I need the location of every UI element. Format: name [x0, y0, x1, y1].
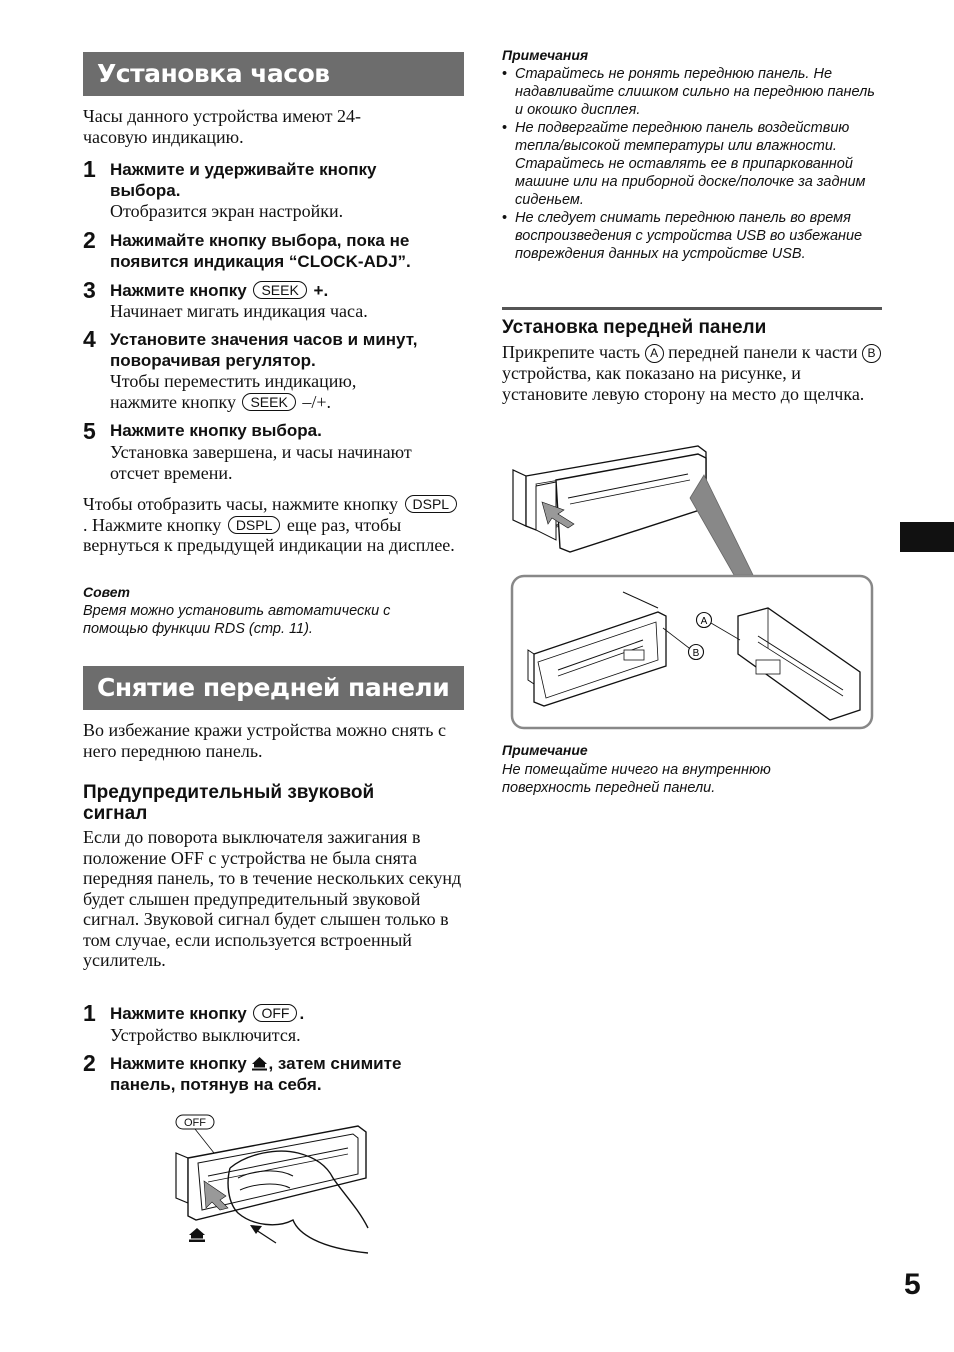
- step-heading: Нажимайте кнопку выбора, пока не появится индикация “CLOCK-ADJ”.: [110, 231, 411, 271]
- step-body-line: Чтобы переместить индикацию,: [110, 371, 357, 391]
- display-text: . Нажмите кнопку: [83, 514, 222, 535]
- display-paragraph: [83, 494, 463, 556]
- step-heading: [110, 281, 328, 302]
- display-text: еще раз, чтобы вернуться к предыдущей индикации на дисплее.: [83, 514, 455, 555]
- off-label: OFF: [184, 1117, 206, 1129]
- dspl-key: DSPL: [405, 495, 458, 513]
- attach-note-heading: Примечание: [502, 742, 588, 758]
- step-number: 1: [83, 156, 96, 182]
- tip-heading: Совет: [83, 584, 131, 600]
- step-number: 3: [83, 277, 96, 303]
- step-heading: Нажмите кнопку выбора.: [110, 421, 322, 440]
- step-number: 2: [83, 1050, 96, 1076]
- seek-key: SEEK: [253, 281, 306, 299]
- release-button-icon: [251, 1056, 268, 1071]
- step-heading: [110, 1004, 304, 1025]
- label-a: A: [645, 344, 664, 363]
- step-heading-suffix: +.: [313, 281, 329, 300]
- clock-intro: Часы данного устройства имеют 24-часовую индикацию.: [83, 106, 362, 147]
- warning-body: Если до поворота выключателя зажигания в положение OFF с устройства не была снята передняя панель, то в течение нескольких секунд будет слышен предупредительный звуковой сигнал. Звуковой сигнал будет слышен только в том случае, если используется встроенный усилитель.: [83, 827, 462, 970]
- step-heading-text: Нажмите кнопку: [110, 1054, 247, 1073]
- section-divider: [502, 307, 882, 310]
- note-item: • Не следует снимать переднюю панель во время воспроизведения с устройства USB во избежание повреждения данных на устройстве USB.: [502, 209, 884, 263]
- step-heading-text: Нажмите кнопку: [110, 1004, 247, 1023]
- note-item: • Старайтесь не ронять переднюю панель. Не надавливайте слишком сильно на переднюю панель и окошко дисплея.: [502, 65, 884, 119]
- notes-heading: Примечания: [502, 47, 589, 63]
- attach-text: устройства, как показано на рисунке, и установите левую сторону на место до щелчка.: [502, 363, 865, 404]
- panel-removal-illustration: [168, 1108, 378, 1258]
- step-body: Установка завершена, и часы начинают отсчет времени.: [110, 442, 412, 483]
- step-heading-suffix: .: [299, 1004, 305, 1023]
- off-key: OFF: [253, 1004, 297, 1022]
- attach-note-body: Не помещайте ничего на внутреннюю поверхность передней панели.: [502, 762, 771, 796]
- step-heading: Нажмите и удерживайте кнопку выбора.: [110, 160, 377, 200]
- step-body-line: [110, 392, 356, 413]
- note-item: • Не подвергайте переднюю панель воздействию тепла/высокой температуры или влажности. Старайтесь не оставлять ее в припаркованной машине или на приборной доске/полочке за задним сиденьем.: [502, 119, 884, 209]
- step-heading-text: Нажмите кнопку: [110, 281, 247, 300]
- step-body: [110, 371, 356, 412]
- illus-label-b: B: [692, 648, 700, 659]
- step-number: 5: [83, 418, 96, 444]
- page-number: 5: [904, 1268, 921, 1301]
- remove-intro: Во избежание кражи устройства можно снять с него переднюю панель.: [83, 720, 446, 761]
- label-b: B: [862, 344, 881, 363]
- step-body: Отобразится экран настройки.: [110, 201, 344, 221]
- section-title-clock: Установка часов: [83, 52, 464, 96]
- step-heading-suffix: , затем снимите панель, потянув на себя.: [110, 1054, 402, 1094]
- warning-heading: Предупредительный звуковой сигнал: [83, 782, 375, 824]
- section-title-remove: Снятие передней панели: [83, 666, 464, 710]
- notes-list: [502, 65, 884, 263]
- dspl-key: DSPL: [228, 516, 281, 534]
- seek-key: SEEK: [242, 393, 295, 411]
- step-body-suffix: –/+.: [302, 391, 331, 412]
- step-number: 2: [83, 227, 96, 253]
- illus-label-a: A: [700, 616, 708, 627]
- display-text: Чтобы отобразить часы, нажмите кнопку: [83, 494, 398, 514]
- step-heading: Установите значения часов и минут, поворачивая регулятор.: [110, 330, 418, 370]
- step-heading: [110, 1054, 465, 1095]
- step-body: Начинает мигать индикация часа.: [110, 301, 368, 321]
- attach-text: Прикрепите часть: [502, 342, 641, 362]
- tip-body: Время можно установить автоматически с помощью функции RDS (стр. 11).: [83, 603, 391, 637]
- panel-attach-illustration: [508, 440, 878, 732]
- attach-heading: Установка передней панели: [502, 317, 767, 338]
- step-number: 1: [83, 1000, 96, 1026]
- chapter-tab: [900, 522, 954, 552]
- attach-body: [502, 342, 884, 404]
- step-body: Устройство выключится.: [110, 1025, 301, 1045]
- step-body-text: нажмите кнопку: [110, 391, 236, 412]
- attach-text: передней панели к части: [668, 342, 858, 362]
- step-number: 4: [83, 326, 96, 352]
